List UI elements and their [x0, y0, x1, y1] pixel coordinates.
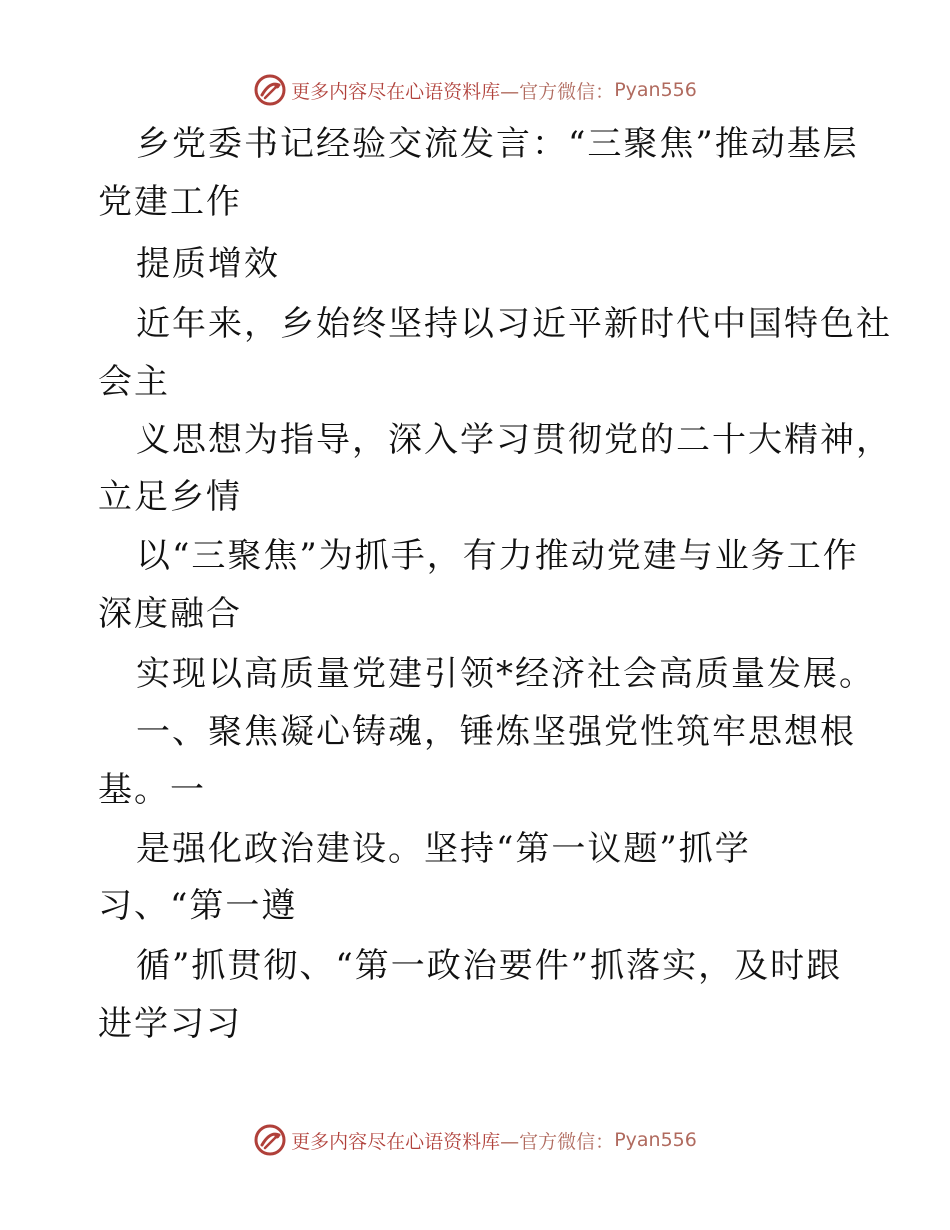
- text-line: 实现以高质量党建引领*经济社会高质量发展。: [136, 654, 875, 694]
- text-line: 近年来，乡始终坚持以习近平新时代中国特色社: [136, 304, 892, 344]
- text-line: 深度融合: [98, 594, 242, 634]
- banner-main-text: 更多内容尽在心语资料库: [291, 80, 501, 103]
- text-line: 是强化政治建设。坚持“第一议题”抓学: [136, 829, 751, 869]
- text-line: 进学习习: [98, 1004, 242, 1044]
- banner-main-text: 更多内容尽在心语资料库: [291, 1130, 501, 1153]
- text-line: 党建工作: [98, 182, 242, 222]
- header-watermark-banner: [0, 70, 950, 110]
- text-line: 以“三聚焦”为抓手，有力推动党建与业务工作: [136, 536, 859, 576]
- banner-separator-text: —官方微信：: [500, 1130, 615, 1153]
- footer-watermark-banner: [0, 1120, 950, 1160]
- text-line: 义思想为指导，深入学习贯彻党的二十大精神，: [136, 420, 892, 460]
- brand-logo-icon: [253, 1123, 287, 1157]
- banner-wechat-id: Pyan556: [614, 1129, 697, 1151]
- banner-separator-text: —官方微信：: [500, 80, 615, 103]
- text-line: 一、聚焦凝心铸魂，锤炼坚强党性筑牢思想根: [136, 712, 856, 752]
- text-line: 循”抓贯彻、“第一政治要件”抓落实，及时跟: [136, 946, 843, 986]
- text-line: 立足乡情: [98, 477, 242, 517]
- text-line: 基。一: [98, 770, 206, 810]
- banner-wechat-id: Pyan556: [614, 79, 697, 101]
- brand-logo-icon: [253, 73, 287, 107]
- text-line: 会主: [98, 362, 170, 402]
- text-line: 乡党委书记经验交流发言：“三聚焦”推动基层: [136, 124, 859, 164]
- text-line: 提质增效: [136, 244, 280, 284]
- text-line: 习、“第一遵: [98, 886, 298, 926]
